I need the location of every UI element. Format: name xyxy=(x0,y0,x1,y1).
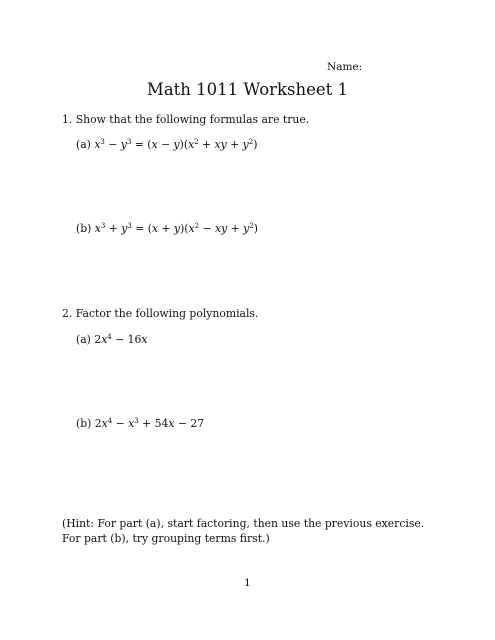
page-number: 1 xyxy=(244,577,251,589)
problem-2-prompt: 2. Factor the following polynomials. xyxy=(62,307,259,320)
problem-2b-label: (b) xyxy=(76,417,92,430)
problem-2a-label: (a) xyxy=(76,333,91,346)
problem-1b xyxy=(76,222,258,235)
problem-1b-label: (b) xyxy=(76,222,92,235)
problem-1a-label: (a) xyxy=(76,138,91,151)
name-label: Name: xyxy=(327,61,363,73)
problem-1-prompt: 1. Show that the following formulas are true. xyxy=(62,113,310,126)
problem-1a xyxy=(76,138,257,151)
problem-1b-formula: $x^3 + y^3 = (x + y)(x^2$ − xy + $y^2$) xyxy=(94,222,258,235)
problem-1a-formula: $x^3 - y^3 = (x - y)(x^2$ + xy + $y^2$) xyxy=(94,138,258,151)
problem-2a xyxy=(76,333,148,346)
page-title: Math 1011 Worksheet 1 xyxy=(146,80,349,99)
problem-2b-formula: $2x^4 - x^3 + 54x - 27$ xyxy=(94,417,205,430)
hint-text: (Hint: For part (a), start factoring, then use the previous exercise. For part (b), try grouping terms first.) xyxy=(62,517,425,545)
problem-2a-formula: $2x^4 - 16x$ xyxy=(94,333,148,346)
problem-2b xyxy=(76,417,204,430)
